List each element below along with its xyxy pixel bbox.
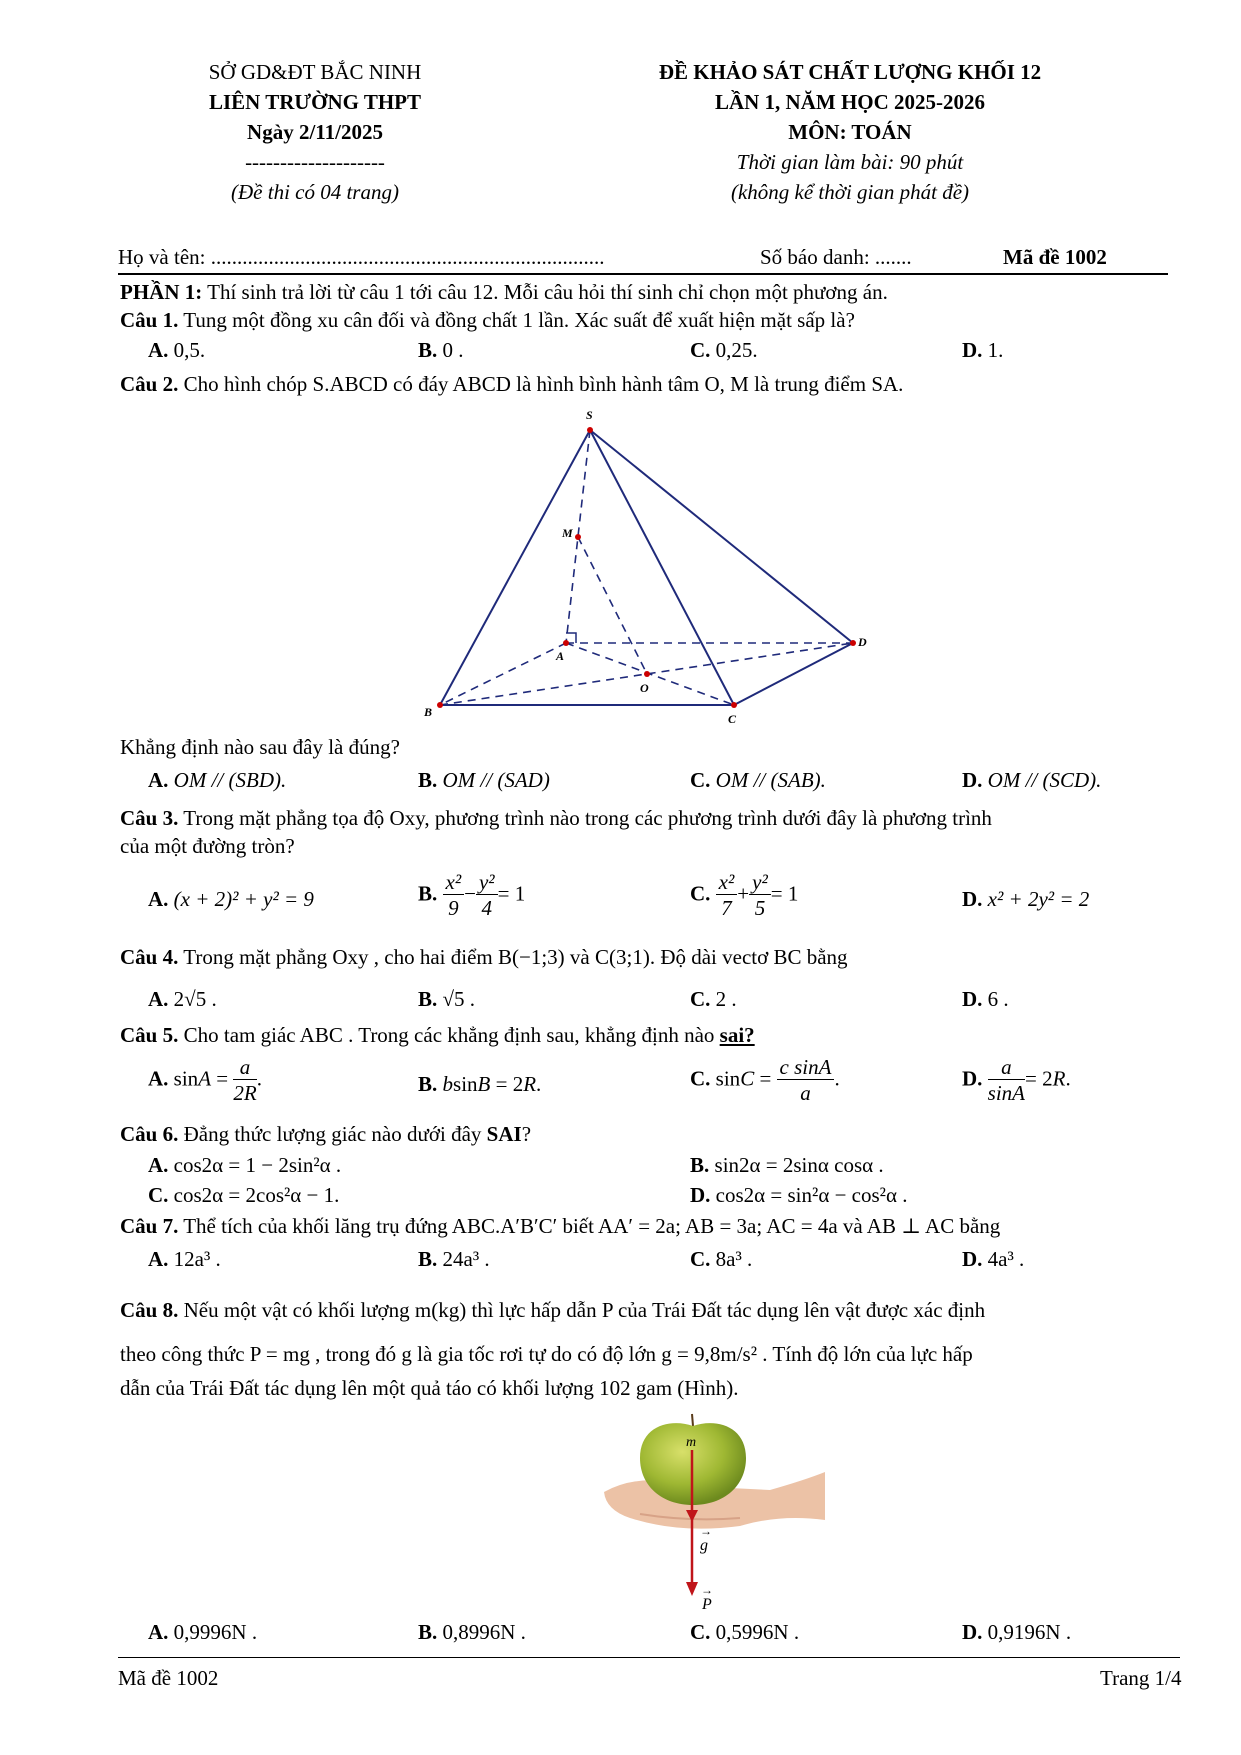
svg-text:→: → [701,1583,713,1597]
label-g: g [700,1537,708,1554]
q2-option-b[interactable]: B. OM // (SAD) [418,768,550,792]
edge-SD [590,430,853,643]
q7-option-c[interactable]: C. 8a³ . [690,1247,753,1271]
label-P: P [702,1596,712,1610]
q5-option-b[interactable]: B. bsinB = 2R. [418,1072,542,1096]
header-right-subject: MÔN: TOÁN [788,120,912,144]
q5-label: Câu 5. [120,1023,179,1047]
header-right-time-note: (không kể thời gian phát đề) [730,180,970,204]
q7-option-b[interactable]: B. 24a³ . [418,1247,490,1271]
q1-option-d[interactable]: D. 1. [962,338,1004,362]
q6-option-d[interactable]: D. cos2α = sin²α − cos²α . [690,1183,908,1207]
q6-options-row2 [120,1183,1180,1213]
label-C: C [728,712,737,726]
footer-exam-code: Mã đề 1002 [118,1666,219,1690]
q3-options [120,870,1180,940]
q4-label: Câu 4. [120,945,179,969]
q3-option-d[interactable]: D. x² + 2y² = 2 [962,887,1090,911]
question-1 [120,308,855,333]
q1-option-b[interactable]: B. 0 . [418,338,464,362]
header-divider [118,273,1168,275]
q7-text: Thể tích của khối lăng trụ đứng ABC.A′B′C′ biết AA′ = 2a; AB = 3a; AC = 4a và AB ⊥ AC bằng [178,1214,1001,1238]
svg-text:→: → [700,1524,712,1538]
q8-text: Nếu một vật có khối lượng m(kg) thì lực hấp dẫn P của Trái Đất tác dụng lên vật được xác định [178,1298,986,1322]
q8-label: Câu 8. [120,1298,179,1322]
q2-option-c[interactable]: C. OM // (SAB). [690,768,826,792]
q3-label: Câu 3. [120,806,179,830]
header-left-line1: SỞ GD&ĐT BẮC NINH [208,60,422,84]
q6-options-row1 [120,1153,1180,1183]
q3-text-line2: của một đường tròn? [120,834,295,858]
q6-emphasis: SAI [486,1122,522,1146]
exam-code: Mã đề 1002 [1003,245,1107,269]
q4-option-d[interactable]: D. 6 . [962,987,1009,1011]
q1-text: Tung một đồng xu cân đối và đồng chất 1 lần. Xác suất để xuất hiện mặt sấp là? [178,308,855,332]
edge-SC [590,430,734,705]
label-D: D [858,635,867,649]
q2-ask: Khẳng định nào sau đây là đúng? [120,735,400,759]
q2-option-d[interactable]: D. OM // (SCD). [962,768,1102,792]
question-5 [120,1023,755,1048]
q4-option-a[interactable]: A. 2√5 . [148,987,217,1011]
q1-options [120,338,1180,368]
q2-text: Cho hình chóp S.ABCD có đáy ABCD là hình bình hành tâm O, M là trung điểm SA. [183,372,904,396]
q4-text: Trong mặt phẳng Oxy , cho hai điểm B(−1;3) và C(3;1). Độ dài vectơ BC bằng [178,945,848,969]
question-8 [120,1298,985,1323]
q5-text: Cho tam giác ABC . Trong các khẳng định sau, khẳng định nào [178,1023,720,1047]
p-arrow-head [686,1582,698,1596]
segment-OM [578,537,647,674]
q3-option-c[interactable]: C. $\frac{\text{x²}}{7}$ + $\frac{\text{y²}}{5}$ = 1 [690,870,799,920]
question-3 [120,806,992,831]
header-left-pages: (Đề thi có 04 trang) [231,180,399,204]
q8-option-c[interactable]: C. 0,5996N . [690,1620,800,1644]
q1-option-c[interactable]: C. 0,25. [690,338,758,362]
header-left-line2: LIÊN TRƯỜNG THPT [209,90,421,114]
q1-label: Câu 1. [120,308,179,332]
q5-emphasis: sai? [719,1023,755,1047]
q6-option-b[interactable]: B. sin2α = 2sinα cosα . [690,1153,884,1177]
q3-option-b[interactable]: B. $\frac{\text{x²}}{9}$ − $\frac{\text{y²}}{4}$ = 1 [418,870,526,920]
q6-option-c[interactable]: C. cos2α = 2cos²α − 1. [148,1183,340,1207]
q6-option-a[interactable]: A. cos2α = 1 − 2sin²α . [148,1153,342,1177]
pyramid-figure [0,400,1241,730]
footer-page-number: Trang 1/4 [1100,1666,1182,1690]
student-name-label: Họ và tên: ........................................................................... [118,245,605,269]
question-4 [120,945,848,970]
header-left-date: Ngày 2/11/2025 [247,120,383,144]
q8-options [120,1620,1180,1650]
header-right-time: Thời gian làm bài: 90 phút [736,150,964,174]
q8-option-d[interactable]: D. 0,9196N . [962,1620,1072,1644]
q5-option-d[interactable]: D. $\frac{a}{\sin A}$ = 2R. [962,1055,1071,1105]
apple-figure [600,1410,840,1610]
q8-text-line2: theo công thức P = mg , trong đó g là gia tốc rơi tự do có độ lớn g = 9,8m/s² . Tính độ lớn của lực hấp [120,1342,973,1366]
header-left-dashes: -------------------- [245,150,385,174]
label-S: S [586,408,593,422]
q4-option-b[interactable]: B. √5 . [418,987,476,1011]
edge-SB [440,430,590,705]
label-B: B [424,705,433,719]
q3-text: Trong mặt phẳng tọa độ Oxy, phương trình nào trong các phương trình dưới đây là phương trình [178,806,992,830]
label-A: A [556,649,565,663]
label-M: M [562,526,573,540]
q3-option-a[interactable]: A. (x + 2)² + y² = 9 [148,887,314,911]
q4-options [120,987,1180,1017]
label-O: O [640,681,649,695]
q7-option-a[interactable]: A. 12a³ . [148,1247,221,1271]
student-sbd-label: Số báo danh: ....... [760,245,912,269]
label-m: m [686,1435,697,1450]
q8-option-a[interactable]: A. 0,9996N . [148,1620,258,1644]
q6-text: Đẳng thức lượng giác nào dưới đây [178,1122,487,1146]
part1-label: PHẦN 1: [120,280,203,304]
q8-text-line3: dẫn của Trái Đất tác dụng lên một quả táo có khối lượng 102 gam (Hình). [120,1376,739,1400]
apple-stem [692,1414,693,1426]
q2-options [120,768,1180,798]
part1-text: Thí sinh trả lời từ câu 1 tới câu 12. Mỗi câu hỏi thí sinh chỉ chọn một phương án. [202,280,888,304]
q7-options [120,1247,1180,1277]
q4-option-c[interactable]: C. 2 . [690,987,737,1011]
part1-instruction [120,280,888,305]
q7-option-d[interactable]: D. 4a³ . [962,1247,1025,1271]
q2-option-a[interactable]: A. OM // (SBD). [148,768,287,792]
q8-option-b[interactable]: B. 0,8996N . [418,1620,526,1644]
question-6: Câu 6. Đẳng thức lượng giác nào dưới đây SAI? [120,1122,532,1146]
question-7 [120,1214,1000,1239]
q5-option-a[interactable]: A. sinA = $\frac{a}{2R}$ . [148,1055,262,1105]
q2-label: Câu 2. [120,372,179,396]
q5-option-c[interactable]: C. sinC = $\frac{\text{c sinA}}{a}$ . [690,1055,840,1105]
header-right-round: LẦN 1, NĂM HỌC 2025-2026 [714,90,986,114]
q7-label: Câu 7. [120,1214,179,1238]
question-2 [120,372,903,397]
footer-divider [118,1657,1180,1658]
q6-label: Câu 6. [120,1122,179,1146]
q1-option-a[interactable]: A. 0,5. [148,338,206,362]
header-right-title: ĐỀ KHẢO SÁT CHẤT LƯỢNG KHỐI 12 [658,60,1042,84]
q5-options [120,1055,1180,1119]
